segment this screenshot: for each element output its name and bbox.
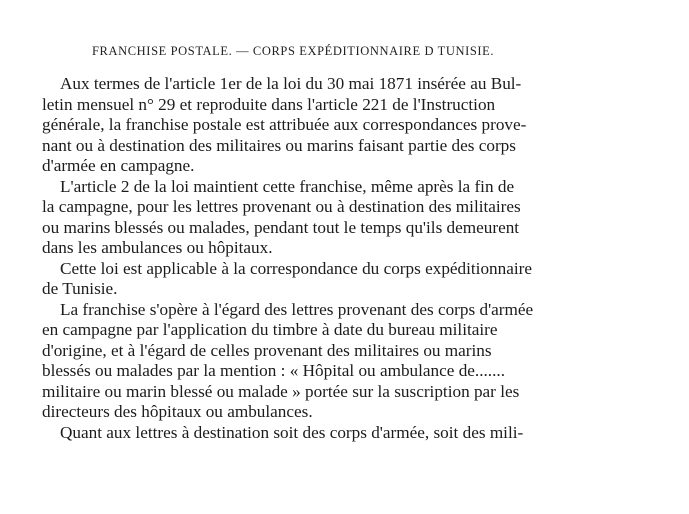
running-header: FRANCHISE POSTALE. — CORPS EXPÉDITIONNAIRE D TUNISIE. <box>92 44 495 58</box>
paragraph <box>42 259 642 300</box>
text-line: letin mensuel n° 29 et reproduite dans l'article 221 de l'Instruction <box>42 94 496 114</box>
text-line: nant ou à destination des militaires ou marins faisant partie des corps <box>42 135 516 155</box>
text-line: la campagne, pour les lettres provenant ou à destination des militaires <box>42 197 521 216</box>
text-line: La franchise s'opère à l'égard des lettres provenant des corps d'armée <box>60 299 534 319</box>
paragraph <box>42 177 642 259</box>
paragraph <box>42 423 642 444</box>
text-line: de Tunisie. <box>42 279 118 298</box>
text-line: générale, la franchise postale est attribuée aux correspondances prove- <box>42 115 527 134</box>
text-line: Cette loi est applicable à la correspondance du corps expéditionnaire <box>60 258 532 278</box>
text-line: en campagne par l'application du timbre à date du bureau militaire <box>42 320 498 339</box>
text-line: L'article 2 de la loi maintient cette franchise, même après la fin de <box>60 176 515 196</box>
paragraph <box>42 74 642 177</box>
text-line: directeurs des hôpitaux ou ambulances. <box>42 402 313 421</box>
text-line: Quant aux lettres à destination soit des corps d'armée, soit des mili- <box>60 422 524 442</box>
text-line: d'origine, et à l'égard de celles provenant des militaires ou marins <box>42 340 492 360</box>
text-line: d'armée en campagne. <box>42 156 195 175</box>
body-text <box>42 74 642 443</box>
text-line: Aux termes de l'article 1er de la loi du 30 mai 1871 insérée au Bul- <box>60 74 522 93</box>
paragraph <box>42 300 642 423</box>
text-line: ou marins blessés ou malades, pendant tout le temps qu'ils demeurent <box>42 217 520 237</box>
text-line: dans les ambulances ou hôpitaux. <box>42 238 273 257</box>
text-line: blessés ou malades par la mention : « Hôpital ou ambulance de....... <box>42 361 505 380</box>
text-line: militaire ou marin blessé ou malade » portée sur la suscription par les <box>42 381 520 401</box>
